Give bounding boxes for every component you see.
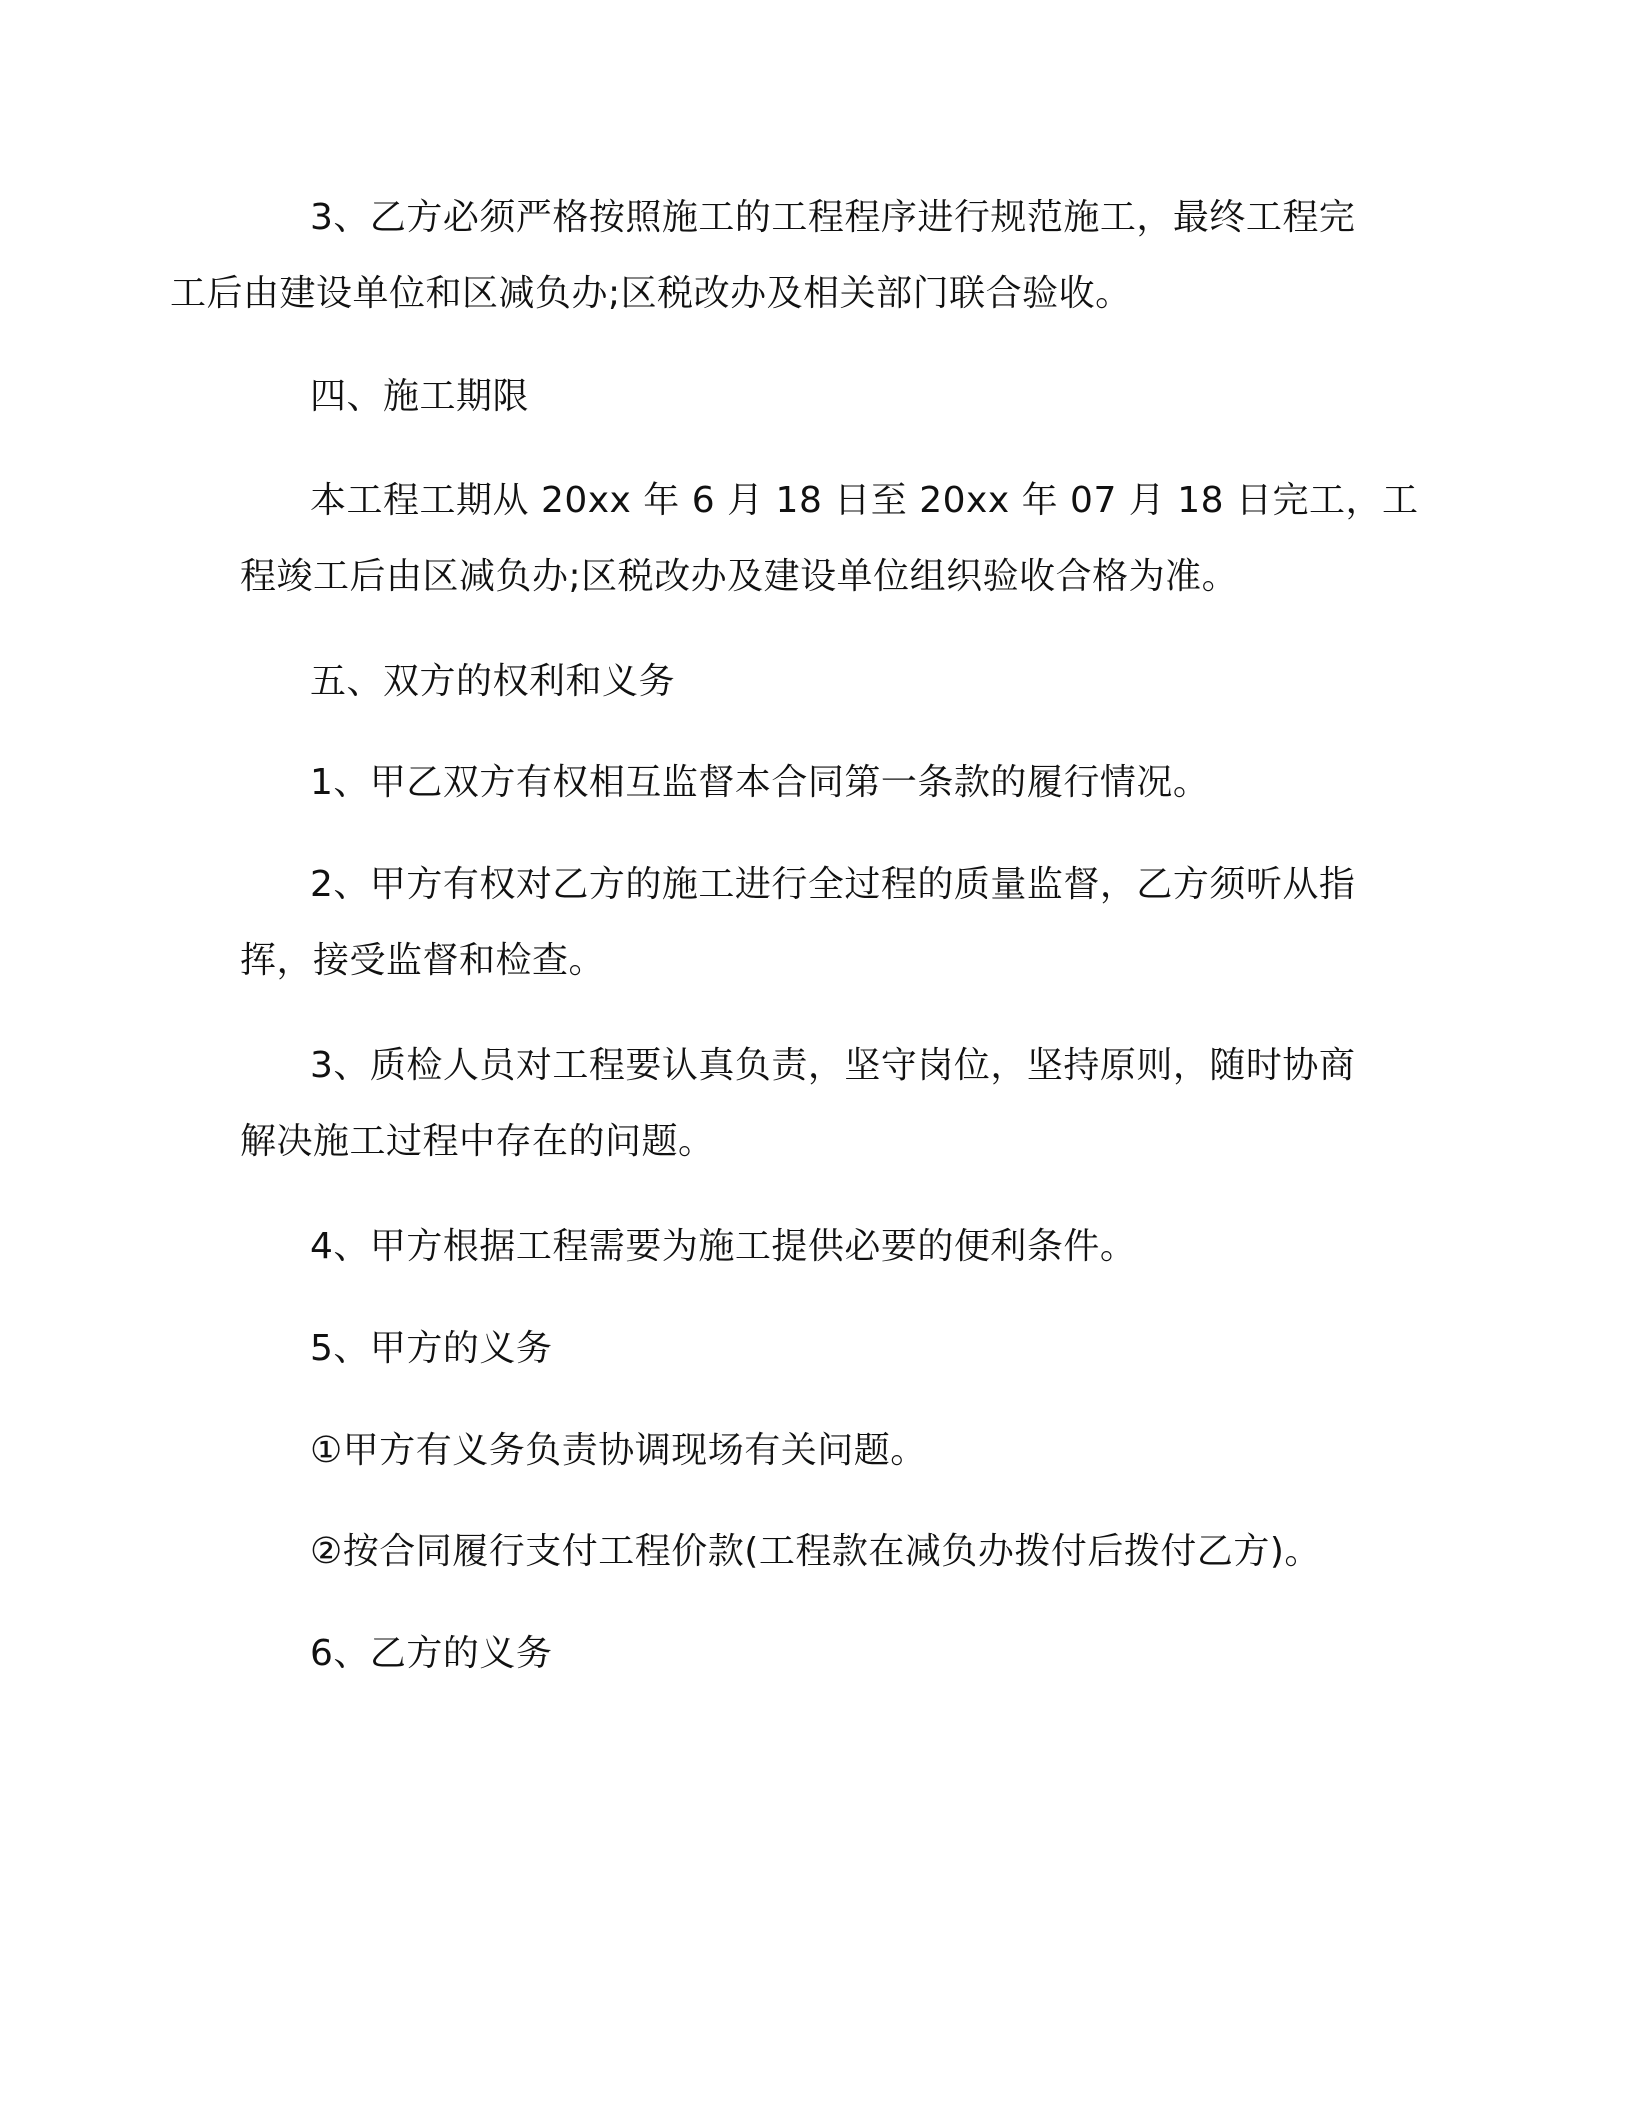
paragraph-clause-3-construction xyxy=(170,180,1375,332)
section-heading-construction-period xyxy=(310,359,1445,435)
text-line: 6、乙方的义务 xyxy=(310,1633,553,1674)
paragraph-construction-period xyxy=(240,463,1419,615)
text-line: 解决施工过程中存在的问题。 xyxy=(240,1121,715,1162)
text-line: ①甲方有义务负责协调现场有关问题。 xyxy=(310,1430,927,1471)
paragraph-clause-4-conditions xyxy=(310,1209,1445,1285)
text-line: 4、甲方根据工程需要为施工提供必要的便利条件。 xyxy=(310,1226,1137,1267)
text-line: 3、质检人员对工程要认真负责，坚守岗位，坚持原则，随时协商 xyxy=(310,1045,1356,1086)
text-line: 程竣工后由区减负办;区税改办及建设单位组织验收合格为准。 xyxy=(240,556,1239,597)
text-line: 五、双方的权利和义务 xyxy=(310,661,676,702)
section-heading-rights-obligations xyxy=(310,644,1445,720)
list-item-party-a-obligation-1 xyxy=(310,1413,1445,1489)
text-line: ②按合同履行支付工程价款(工程款在减负办拨付后拨付乙方)。 xyxy=(310,1531,1321,1572)
paragraph-clause-3-inspectors xyxy=(240,1028,1375,1180)
paragraph-clause-5-party-a-obligations xyxy=(310,1311,1445,1387)
text-line: 5、甲方的义务 xyxy=(310,1328,553,1369)
text-line: 2、甲方有权对乙方的施工进行全过程的质量监督，乙方须听从指 xyxy=(310,864,1356,905)
text-line: 1、甲乙双方有权相互监督本合同第一条款的履行情况。 xyxy=(310,762,1210,803)
text-line: 本工程工期从 20xx 年 6 月 18 日至 20xx 年 07 月 18 日完工，工 xyxy=(310,480,1419,521)
list-item-party-a-obligation-2 xyxy=(310,1514,1445,1590)
text-line: 挥，接受监督和检查。 xyxy=(240,940,606,981)
paragraph-clause-1-supervision xyxy=(310,745,1445,821)
paragraph-clause-6-party-b-obligations xyxy=(310,1616,1445,1692)
paragraph-clause-2-quality xyxy=(240,847,1375,999)
text-line: 四、施工期限 xyxy=(310,376,530,417)
text-line: 工后由建设单位和区减负办;区税改办及相关部门联合验收。 xyxy=(170,273,1132,314)
text-line: 3、乙方必须严格按照施工的工程程序进行规范施工，最终工程完 xyxy=(310,197,1356,238)
